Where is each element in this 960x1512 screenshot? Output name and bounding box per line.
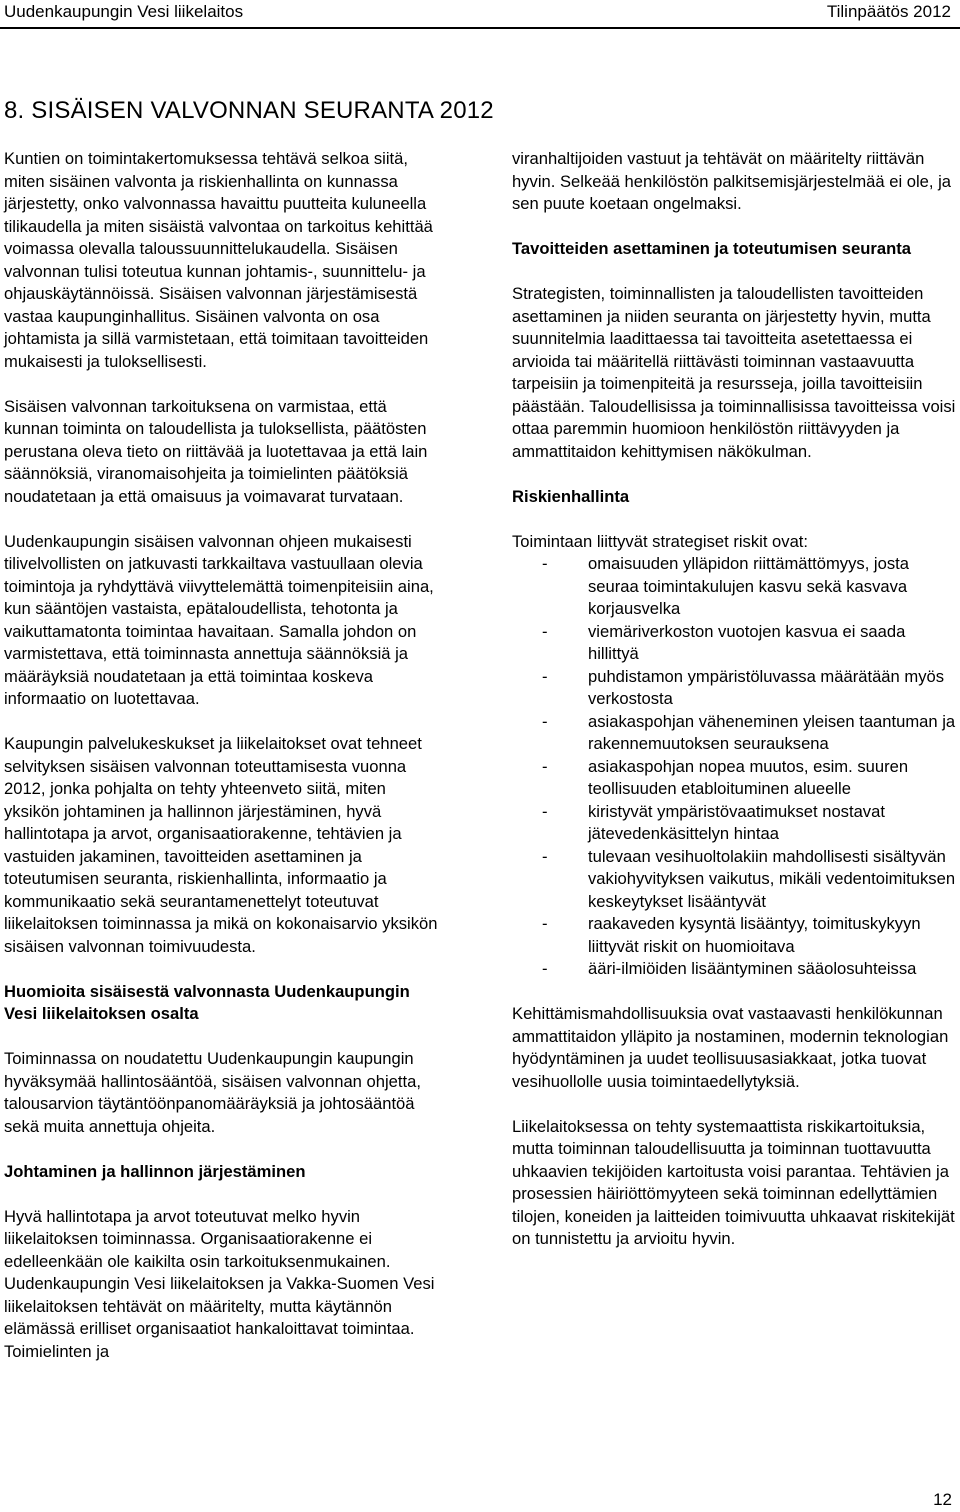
list-dash: - (542, 846, 548, 866)
page-number: 12 (933, 1490, 952, 1509)
risks-intro: Toimintaan liittyvät strategiset riskit ovat: (512, 531, 809, 551)
list-dash: - (542, 621, 548, 641)
header-organization: Uudenkaupungin Vesi liikelaitos (4, 2, 244, 21)
risk-item: - viemäriverkoston vuotojen kasvua ei saada hillittyä (542, 621, 906, 663)
list-dash: - (542, 554, 548, 573)
page-header (0, 0, 960, 24)
list-dash: - (542, 959, 548, 978)
section-title: 8. SISÄISEN VALVONNAN SEURANTA 2012 (4, 97, 494, 124)
risk-item: - raakaveden kysyntä lisääntyy, toimituskykyyn liittyvät riskit on huomioitava (542, 914, 921, 956)
left-column (4, 148, 444, 1386)
intro-paragraph: Kuntien on toimintakertomuksessa tehtävä selkoa siitä, miten sisäinen valvonta ja riskienhallinta on kunnassa järjestetty, onko valvonnassa havaittu puutteita kuluneella tilikaudella ja miten sisäistä valvontaa on tarkoitus kehittää voimassa olevalla taloussuunnittelukaudella. Sisäisen valvonnan tulisi toteutua kunnan johtamis-, suunnittelu- ja ohjauskäytännöissä. Sisäisen valvonnan järjestämisestä vastaa kaupunginhallitus. Sisäinen valvonta on osa johtamista ja sillä varmistetaan, että toimitaan tavoitteiden mukaisesti ja tuloksellisesti. (4, 149, 433, 371)
list-dash: - (542, 756, 548, 776)
risk-item: - tulevaan vesihuoltolakiin mahdollisesti sisältyvän vakiohyvityksen vaikutus, mikäli vedentoimituksen keskeytykset lisääntyvät (542, 846, 956, 911)
risk-item: - puhdistamon ympäristöluvassa määrätään myös verkostosta (542, 666, 945, 708)
compliance-paragraph: Toiminnassa on noudatettu Uudenkaupungin kaupungin hyväksymää hallintosääntöä, sisäisen valvonnan ohjetta, talousarvion täytäntöönpanomääräyksiä ja johtosääntöä sekä muita annettuja ohjeita. (4, 1049, 421, 1136)
development-paragraph: Kehittämismahdollisuuksia ovat vastaavasti henkilökunnan ammattitaidon ylläpito ja nostaminen, modernin teknologian hyödyntäminen ja uudet teollisuusasiakkaat, jotka tuovat vesihuollolle uusia toimintaedellytyksiä. (512, 1004, 949, 1091)
risk-item: - ääri-ilmiöiden lisääntyminen sääolosuhteissa (512, 958, 956, 981)
header-divider (0, 27, 960, 29)
guideline-paragraph: Uudenkaupungin sisäisen valvonnan ohjeen mukaisesti tilivelvollisten on jatkuvasti tarkkailtava vastuullaan olevia toimintoja ja ryhdyttävä viivyttelemättä toimenpiteisiin aina, kun sääntöjen vastaista, epätaloudellista, tehotonta ja vaikuttamatonta toimintaa havaitaan. Samalla johdon on varmistettava, että toiminnasta annettuja säännöksiä ja määräyksiä noudatetaan ja että toimintaa koskeva informaatio on luotettavaa. (4, 531, 434, 708)
list-dash: - (542, 801, 548, 821)
management-heading: Johtaminen ja hallinnon järjestäminen (4, 1161, 306, 1181)
management-paragraph: Hyvä hallintotapa ja arvot toteutuvat melko hyvin liikelaitoksen toiminnassa. Organisaatiorakenne ei edelleenkään ole kaikilta osin tarkoituksenmukainen. Uudenkaupungin Vesi liikelaitoksen ja Vakka-Suomen Vesi liikelaitoksen tehtävät on määritelty, mutta käytännön elämässä erilliset organisaatiot hankaloittavat toimintaa. Toimielinten ja (4, 1206, 435, 1361)
risk-mapping-paragraph: Liikelaitoksessa on tehty systemaattista riskikartoituksia, mutta toiminnan taloudellisuutta ja toiminnan tuottavuutta uhkaavien tekijöiden kartoitusta voisi parantaa. Tehtävien ja prosessien häiriöttömyyteen sekä toiminnan edellyttämien tilojen, koneiden ja laitteiden toimivuutta uhkaavat riskitekijät on tunnistettu ja arvioitu hyvin. (512, 1116, 955, 1248)
purpose-paragraph: Sisäisen valvonnan tarkoituksena on varmistaa, että kunnan toiminta on taloudellista ja tuloksellista, päätösten perustana oleva tieto on riittävää ja luotettavaa ja että lain säännöksiä, viranomaisohjeita ja toimielinten päätöksiä noudatetaan ja että omaisuus ja voimavarat turvataan. (4, 396, 428, 506)
responsibilities-paragraph: viranhaltijoiden vastuut ja tehtävät on määritelty riittävän hyvin. Selkeää henkilöstön palkitsemisjärjestelmää ei ole, ja sen puute koetaan ongelmaksi. (512, 149, 952, 213)
header-document-title: Tilinpäätös 2012 (826, 2, 951, 21)
risk-management-heading: Riskienhallinta (512, 486, 630, 506)
list-dash: - (542, 914, 548, 933)
risk-item: - asiakaspohjan väheneminen yleisen taantuman ja rakennemuutoksen seurauksena (542, 711, 956, 753)
right-column (512, 148, 956, 1273)
objectives-paragraph: Strategisten, toiminnallisten ja taloudellisten tavoitteiden asettaminen ja niiden seuranta on järjestetty hyvin, mutta suunnitelmia laadittaessa tai tavoitteita asetettaessa ei arvioida tai määritellä riittävästi toiminnan vastaavuutta tarpeisiin ja toimenpiteitä ja resursseja, joilla tavoitteisiin päästään. Taloudellisissa ja toiminnallisissa tavoitteissa voisi ottaa paremmin huomioon henkilöstön riittävyyden ja ammattitaidon kehittymisen näkökulman. (512, 284, 956, 461)
risk-list (512, 553, 956, 981)
list-dash: - (542, 711, 548, 731)
assessment-paragraph: Kaupungin palvelukeskukset ja liikelaitokset ovat tehneet selvityksen sisäisen valvonnan toteuttamisesta vuonna 2012, jonka pohjalta on tehty yhteenveto siitä, miten yksikön johtaminen ja hallinnon järjestäminen, hyvä hallintotapa ja arvot, organisaatiorakenne, tehtävien ja vastuiden jakaminen, tavoitteiden asettaminen ja toteutumisen seuranta, riskienhallinta, informaatio ja kommunikaatio sekä seurantamenettelyt toteutuvat liikelaitoksen toiminnassa ja mikä on kokonaisarvio yksikön sisäisen valvonnan toimivuudesta. (4, 734, 438, 956)
objectives-heading: Tavoitteiden asettaminen ja toteutumisen seuranta (512, 239, 911, 258)
risk-item: - asiakaspohjan nopea muutos, esim. suuren teollisuuden etabloituminen alueelle (542, 756, 909, 798)
risk-item: - kiristyvät ympäristövaatimukset nostavat jätevedenkäsittelyn hintaa (542, 801, 885, 843)
risk-item: - omaisuuden ylläpidon riittämättömyys, josta seuraa toimintakulujen kasvu sekä kasvava korjausvelka (542, 554, 909, 618)
list-dash: - (542, 666, 548, 686)
observations-heading: Huomioita sisäisestä valvonnasta Uudenkaupungin Vesi liikelaitoksen osalta (4, 981, 410, 1023)
